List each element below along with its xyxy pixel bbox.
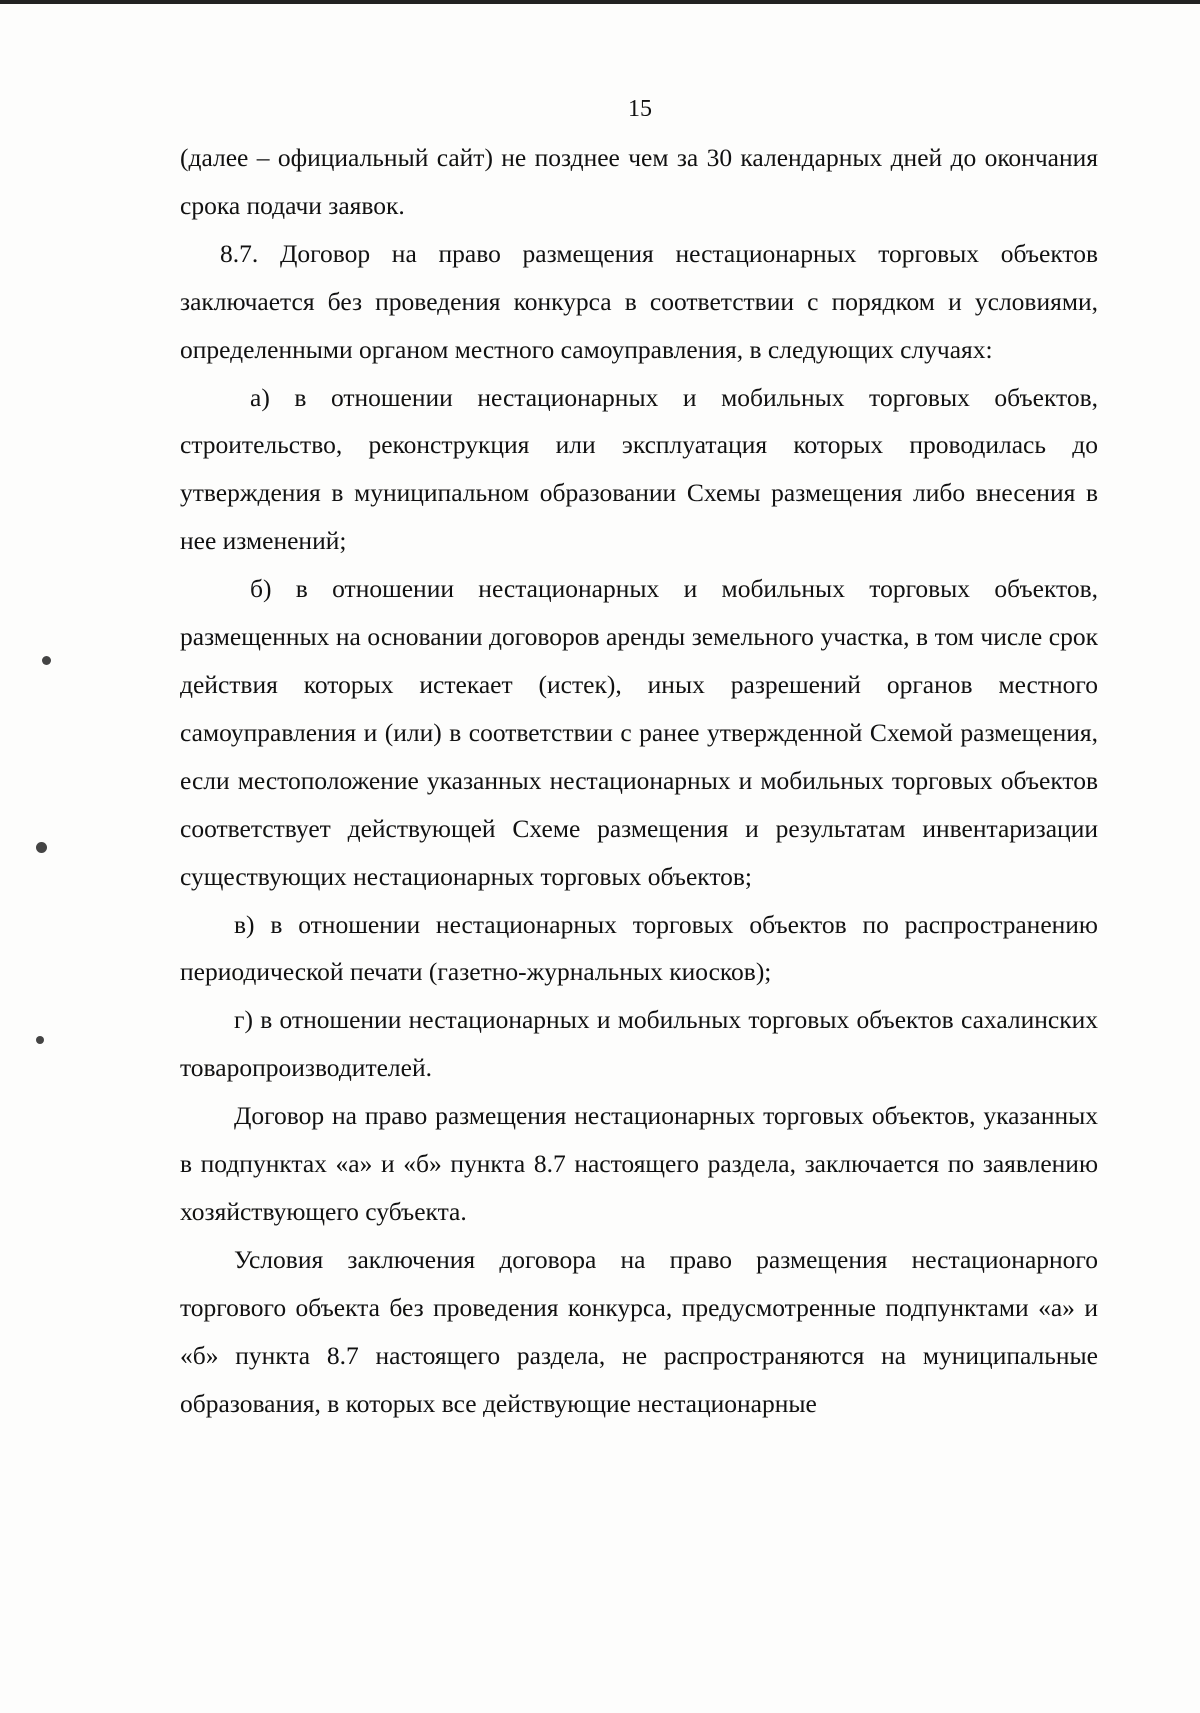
paragraph-item-b: б) в отношении нестационарных и мобильных торговых объектов, размещенных на основании договоров аренды земельного участка, в том числе срок действия которых истекает (истек), иных разрешений органов местного самоуправления и (или) в соответствии с ранее утвержденной Схемой размещения, если местоположение указанных нестационарных и мобильных торговых объектов соответствует действующей Схеме размещения и результатам инвентаризации существующих нестационарных торговых объектов;	[180, 574, 1098, 891]
paragraph-item-a: а) в отношении нестационарных и мобильных торговых объектов, строительство, реконструкция или эксплуатация которых проводилась до утверждения в муниципальном образовании Схемы размещения либо внесения в нее изменений;	[180, 382, 1098, 556]
paragraph-item-g: г) в отношении нестационарных и мобильных торговых объектов сахалинских товаропроизводителей.	[180, 1005, 1098, 1083]
scan-speck	[36, 1036, 44, 1044]
paragraph-continuation: (далее – официальный сайт) не позднее чем за 30 календарных дней до окончания срока подачи заявок.	[180, 143, 1098, 220]
scan-speck	[42, 656, 51, 665]
paragraph-item-v: в) в отношении нестационарных торговых объектов по распространению периодической печати (газетно-журнальных киосков);	[180, 909, 1098, 987]
scan-top-edge	[0, 0, 1200, 4]
paragraph-conditions: Условия заключения договора на право размещения нестационарного торгового объекта без проведения конкурса, предусмотренные подпунктами «а» и «б» пункта 8.7 настоящего раздела, не распространяются на муниципальные образования, в которых все действующие нестационарные	[180, 1244, 1098, 1418]
page-number: 15	[628, 96, 652, 122]
paragraph-contract-application: Договор на право размещения нестационарных торговых объектов, указанных в подпунктах «а» и «б» пункта 8.7 настоящего раздела, заключается по заявлению хозяйствующего субъекта.	[180, 1101, 1098, 1226]
document-body	[180, 134, 1098, 1427]
scan-speck	[36, 842, 47, 853]
paragraph-8-7: 8.7. Договор на право размещения нестационарных торговых объектов заключается без проведения конкурса в соответствии с порядком и условиями, определенными органом местного самоуправления, в следующих случаях:	[180, 238, 1098, 364]
